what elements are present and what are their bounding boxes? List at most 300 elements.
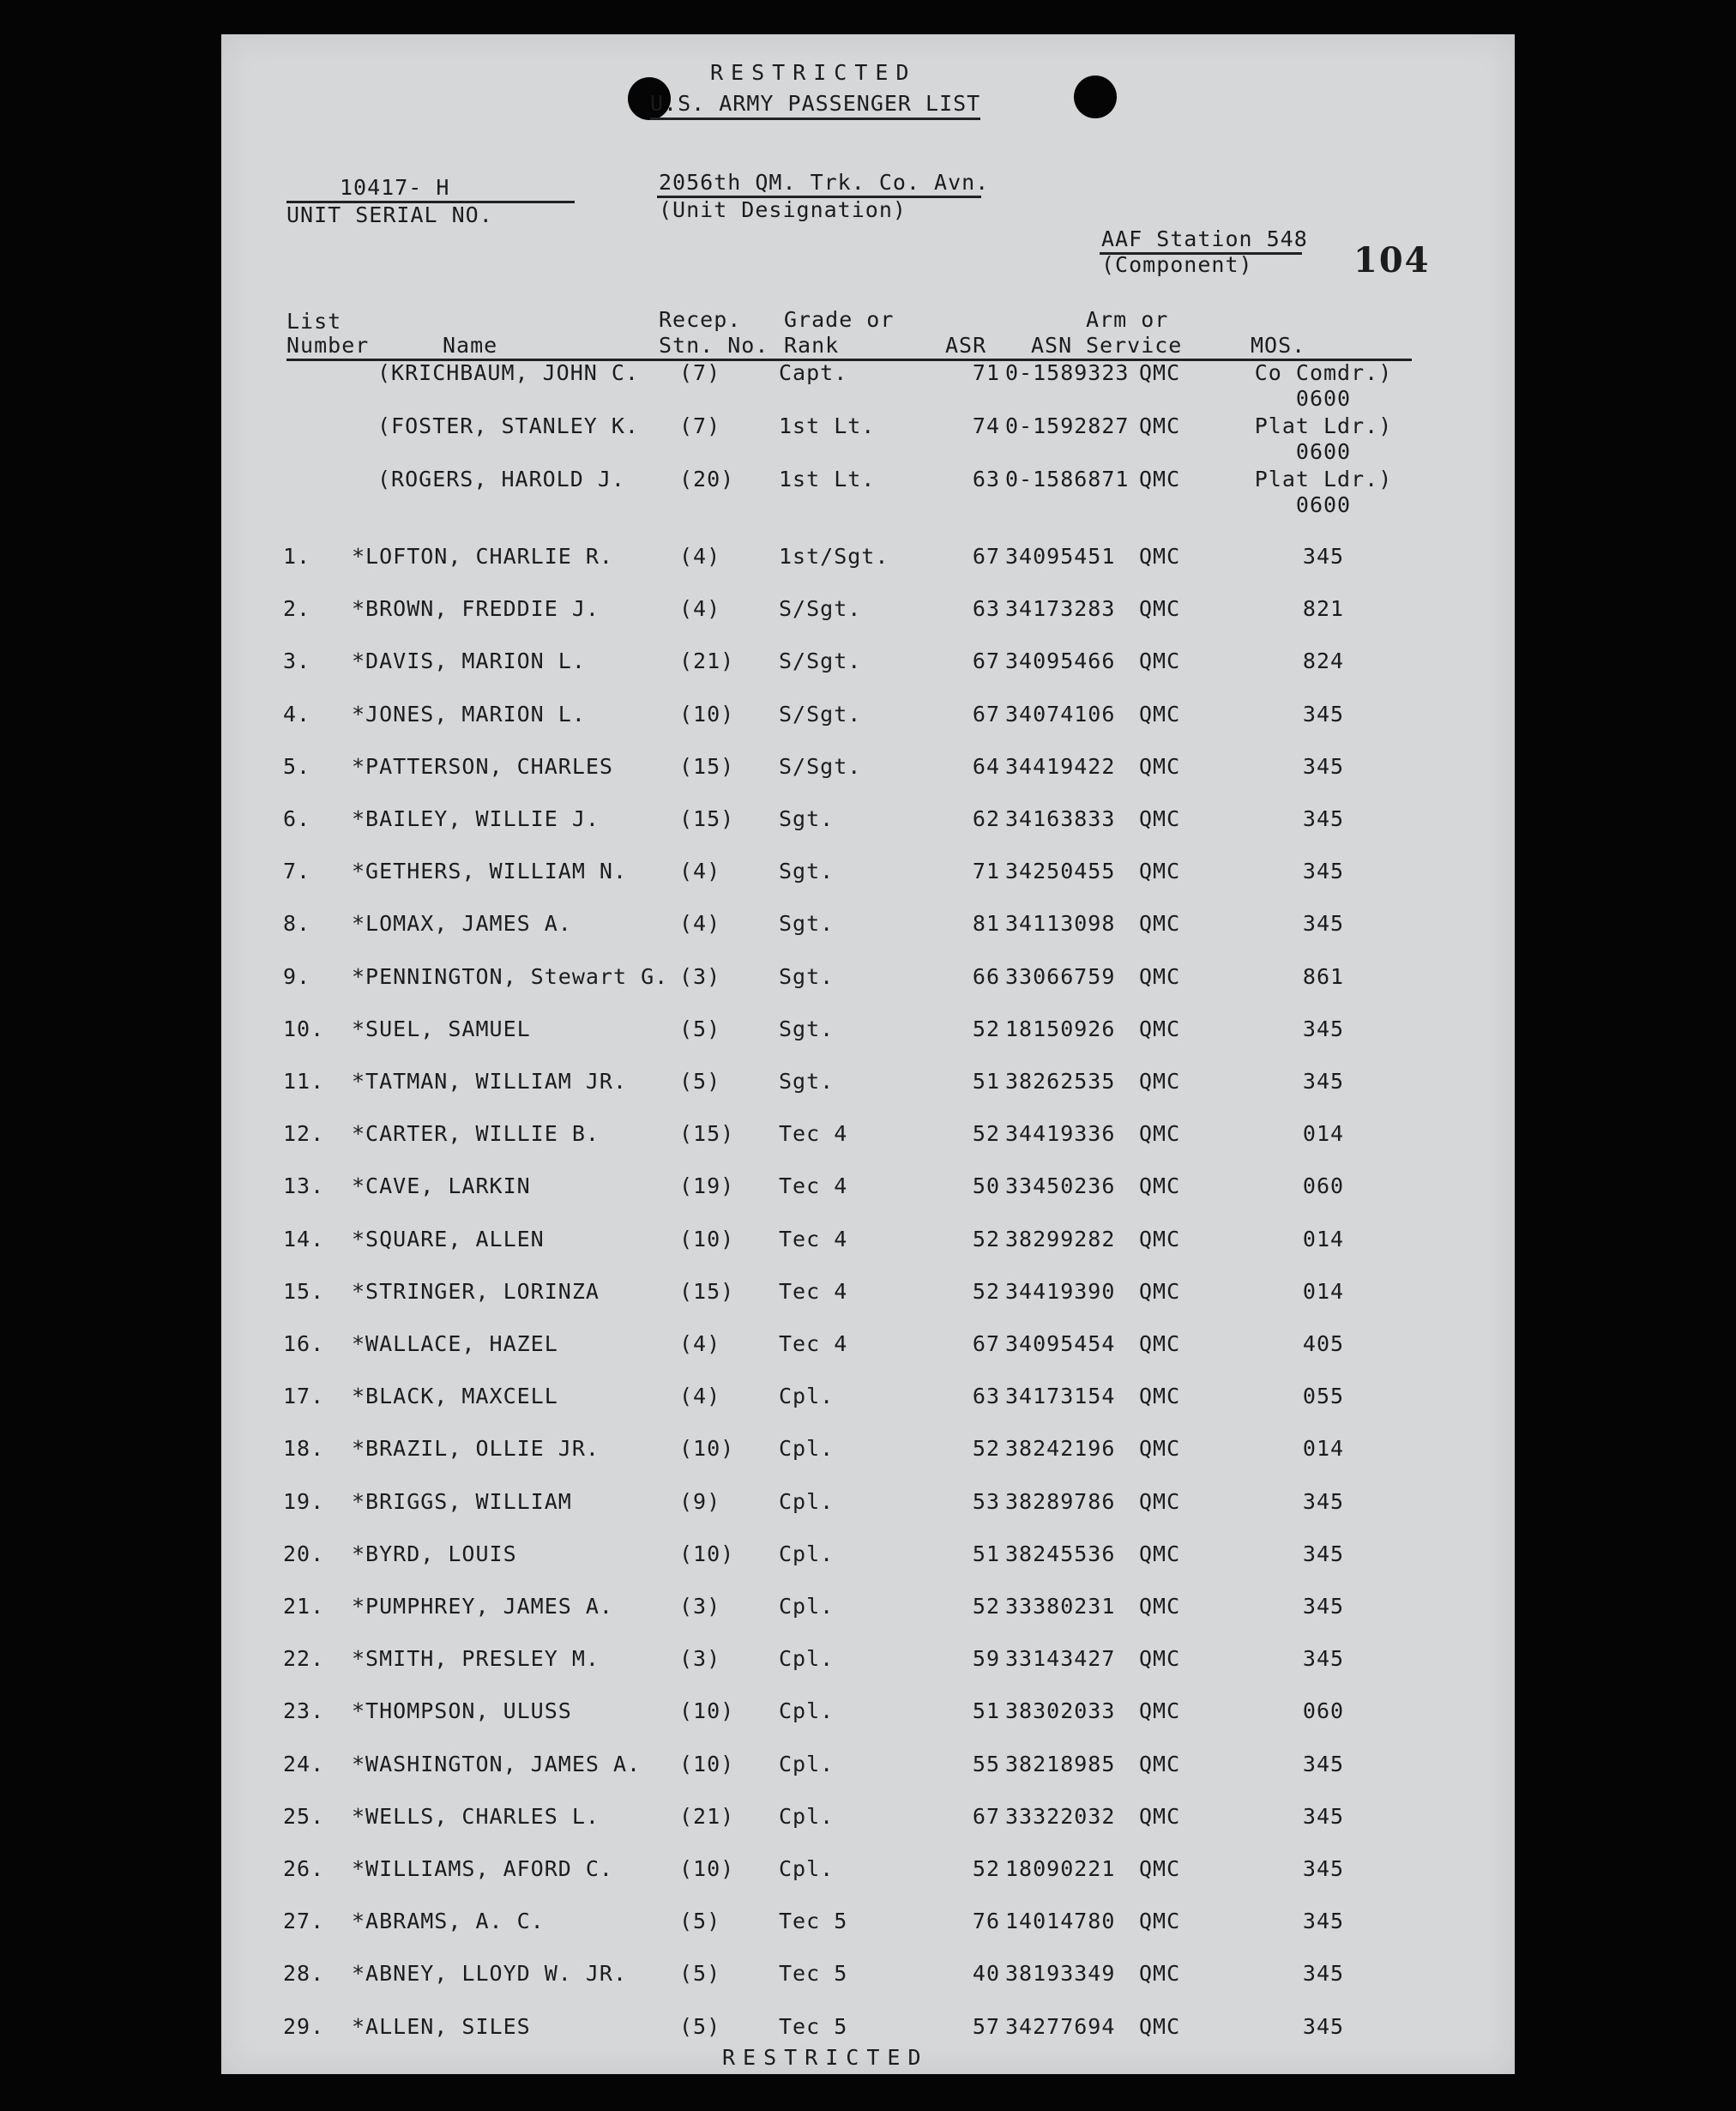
mos: 345 bbox=[1302, 1856, 1345, 1881]
col-list-number-1: List bbox=[286, 309, 342, 334]
list-number: 9. bbox=[283, 963, 311, 989]
grade: Cpl. bbox=[779, 1384, 835, 1409]
grade: Cpl. bbox=[779, 1541, 835, 1566]
asr: 64 bbox=[972, 753, 1000, 779]
asr: 71 bbox=[972, 360, 1000, 385]
list-number: 10. bbox=[283, 1016, 325, 1041]
document-title: U.S. ARMY PASSENGER LIST bbox=[650, 91, 980, 120]
mos: 824 bbox=[1302, 648, 1345, 674]
list-number: 23. bbox=[283, 1698, 325, 1724]
soldier-name: *BLACK, MAXCELL bbox=[352, 1384, 558, 1409]
asr: 52 bbox=[972, 1594, 1000, 1619]
soldier-name: *WASHINGTON, JAMES A. bbox=[352, 1751, 642, 1776]
asn: 18090221 bbox=[1005, 1856, 1116, 1881]
col-asn: ASN bbox=[1031, 333, 1073, 358]
enlisted-row bbox=[221, 1016, 1515, 1051]
list-number: 26. bbox=[283, 1856, 325, 1881]
asr: 53 bbox=[972, 1488, 1000, 1514]
arm-service: QMC bbox=[1139, 1751, 1181, 1776]
arm-service: QMC bbox=[1139, 1541, 1181, 1566]
col-recep-1: Recep. bbox=[659, 307, 742, 332]
asr: 76 bbox=[972, 1909, 1000, 1934]
arm-service: QMC bbox=[1139, 701, 1181, 727]
arm-service: QMC bbox=[1139, 1436, 1181, 1462]
mos: 405 bbox=[1302, 1331, 1345, 1356]
asn: 38242196 bbox=[1005, 1436, 1116, 1462]
grade: Cpl. bbox=[779, 1488, 835, 1514]
document-page bbox=[221, 34, 1515, 2074]
enlisted-row bbox=[221, 911, 1515, 945]
asr: 40 bbox=[972, 1961, 1000, 1987]
recep-station: (10) bbox=[679, 1541, 735, 1566]
officer-name: (FOSTER, STANLEY K. bbox=[377, 413, 639, 438]
recep-station: (5) bbox=[679, 1909, 721, 1934]
asr: 74 bbox=[972, 413, 1000, 438]
asr: 52 bbox=[972, 1278, 1000, 1304]
arm-service: QMC bbox=[1139, 467, 1181, 492]
asn: 0-1592827 bbox=[1005, 413, 1130, 438]
arm-service: QMC bbox=[1139, 1698, 1181, 1724]
component-value: AAF Station 548 bbox=[1101, 226, 1308, 251]
asn: 34113098 bbox=[1005, 911, 1116, 937]
mos: 014 bbox=[1302, 1121, 1345, 1147]
asr: 63 bbox=[972, 467, 1000, 492]
asr: 51 bbox=[972, 1541, 1000, 1566]
enlisted-row bbox=[221, 544, 1515, 578]
enlisted-row bbox=[221, 806, 1515, 841]
asr: 67 bbox=[972, 544, 1000, 569]
mos-code: 0600 bbox=[1295, 386, 1352, 411]
arm-service: QMC bbox=[1139, 1331, 1181, 1356]
asr: 52 bbox=[972, 1016, 1000, 1041]
enlisted-row bbox=[221, 1698, 1515, 1733]
arm-service: QMC bbox=[1139, 2013, 1181, 2039]
unit-serial-value: 10417- H bbox=[340, 175, 450, 200]
asn: 34419390 bbox=[1005, 1278, 1116, 1304]
enlisted-row bbox=[221, 2014, 1515, 2048]
list-number: 12. bbox=[283, 1121, 325, 1147]
arm-service: QMC bbox=[1139, 1594, 1181, 1619]
enlisted-row bbox=[221, 754, 1515, 788]
arm-service: QMC bbox=[1139, 859, 1181, 884]
asn: 38289786 bbox=[1005, 1488, 1116, 1514]
mos: 345 bbox=[1302, 1646, 1345, 1672]
list-number: 14. bbox=[283, 1226, 325, 1252]
recep-station: (4) bbox=[679, 544, 721, 569]
asn: 18150926 bbox=[1005, 1016, 1116, 1041]
mos: 345 bbox=[1302, 2013, 1345, 2039]
enlisted-row bbox=[221, 1227, 1515, 1261]
restricted-footer: RESTRICTED bbox=[722, 2045, 929, 2070]
recep-station: (4) bbox=[679, 859, 721, 884]
soldier-name: *JONES, MARION L. bbox=[352, 701, 586, 727]
mos: 345 bbox=[1302, 1488, 1345, 1514]
mos: 345 bbox=[1302, 1069, 1345, 1094]
enlisted-row bbox=[221, 1752, 1515, 1786]
asr: 51 bbox=[972, 1698, 1000, 1724]
enlisted-row bbox=[221, 648, 1515, 683]
enlisted-row bbox=[221, 1909, 1515, 1943]
recep-station: (21) bbox=[679, 1803, 735, 1829]
punch-hole-right bbox=[1074, 75, 1117, 118]
grade: 1st Lt. bbox=[779, 413, 876, 438]
arm-service: QMC bbox=[1139, 596, 1181, 622]
asr: 81 bbox=[972, 911, 1000, 937]
grade: S/Sgt. bbox=[779, 701, 862, 727]
asr: 67 bbox=[972, 648, 1000, 674]
mos: 345 bbox=[1302, 911, 1345, 937]
soldier-name: *BROWN, FREDDIE J. bbox=[352, 596, 600, 622]
list-number: 25. bbox=[283, 1803, 325, 1829]
grade: Cpl. bbox=[779, 1436, 835, 1462]
asr: 59 bbox=[972, 1646, 1000, 1672]
list-number: 17. bbox=[283, 1384, 325, 1409]
recep-station: (21) bbox=[679, 648, 735, 674]
mos: 014 bbox=[1302, 1436, 1345, 1462]
list-number: 21. bbox=[283, 1594, 325, 1619]
recep-station: (5) bbox=[679, 2013, 721, 2039]
asn: 34250455 bbox=[1005, 859, 1116, 884]
asr: 57 bbox=[972, 2013, 1000, 2039]
mos: 861 bbox=[1302, 963, 1345, 989]
enlisted-row bbox=[221, 1594, 1515, 1628]
soldier-name: *GETHERS, WILLIAM N. bbox=[352, 859, 628, 884]
recep-station: (15) bbox=[679, 753, 735, 779]
asn: 34095451 bbox=[1005, 544, 1116, 569]
soldier-name: *PATTERSON, CHARLES bbox=[352, 753, 613, 779]
recep-station: (7) bbox=[679, 413, 721, 438]
mos: 345 bbox=[1302, 701, 1345, 727]
asr: 52 bbox=[972, 1436, 1000, 1462]
recep-station: (10) bbox=[679, 701, 735, 727]
recep-station: (5) bbox=[679, 1069, 721, 1094]
arm-service: QMC bbox=[1139, 1121, 1181, 1147]
recep-station: (9) bbox=[679, 1488, 721, 1514]
enlisted-row bbox=[221, 1646, 1515, 1680]
list-number: 1. bbox=[283, 544, 311, 569]
grade: Tec 4 bbox=[779, 1173, 848, 1199]
asn: 38299282 bbox=[1005, 1226, 1116, 1252]
asr: 67 bbox=[972, 1331, 1000, 1356]
enlisted-row bbox=[221, 1961, 1515, 1995]
officer-name: (ROGERS, HAROLD J. bbox=[377, 467, 625, 492]
asn: 38262535 bbox=[1005, 1069, 1116, 1094]
arm-service: QMC bbox=[1139, 1278, 1181, 1304]
enlisted-row bbox=[221, 596, 1515, 630]
soldier-name: *SUEL, SAMUEL bbox=[352, 1016, 531, 1041]
mos: 345 bbox=[1302, 1016, 1345, 1041]
recep-station: (5) bbox=[679, 1016, 721, 1041]
enlisted-row bbox=[221, 1804, 1515, 1838]
soldier-name: *PENNINGTON, Stewart G. bbox=[352, 963, 669, 989]
arm-service: QMC bbox=[1139, 1961, 1181, 1987]
enlisted-row bbox=[221, 1173, 1515, 1208]
recep-station: (4) bbox=[679, 1384, 721, 1409]
mos: 060 bbox=[1302, 1173, 1345, 1199]
asr: 51 bbox=[972, 1069, 1000, 1094]
restricted-header: RESTRICTED bbox=[710, 60, 917, 85]
asr: 67 bbox=[972, 1803, 1000, 1829]
list-number: 13. bbox=[283, 1173, 325, 1199]
grade: Cpl. bbox=[779, 1594, 835, 1619]
enlisted-row bbox=[221, 1541, 1515, 1576]
arm-service: QMC bbox=[1139, 360, 1181, 385]
mos: 345 bbox=[1302, 544, 1345, 569]
grade: Cpl. bbox=[779, 1856, 835, 1881]
asn: 34173283 bbox=[1005, 596, 1116, 622]
soldier-name: *TATMAN, WILLIAM JR. bbox=[352, 1069, 628, 1094]
soldier-name: *LOFTON, CHARLIE R. bbox=[352, 544, 613, 569]
list-number: 27. bbox=[283, 1909, 325, 1934]
asn: 33066759 bbox=[1005, 963, 1116, 989]
mos: 014 bbox=[1302, 1226, 1345, 1252]
list-number: 2. bbox=[283, 596, 311, 622]
list-number: 24. bbox=[283, 1751, 325, 1776]
asr: 63 bbox=[972, 1384, 1000, 1409]
soldier-name: *BRAZIL, OLLIE JR. bbox=[352, 1436, 600, 1462]
grade: Cpl. bbox=[779, 1751, 835, 1776]
soldier-name: *DAVIS, MARION L. bbox=[352, 648, 586, 674]
mos: 821 bbox=[1302, 596, 1345, 622]
arm-service: QMC bbox=[1139, 1069, 1181, 1094]
col-name: Name bbox=[443, 333, 498, 358]
col-grade-2: Rank bbox=[784, 333, 840, 358]
col-mos: MOS. bbox=[1251, 333, 1306, 358]
recep-station: (15) bbox=[679, 1121, 735, 1147]
list-number: 18. bbox=[283, 1436, 325, 1462]
mos: 014 bbox=[1302, 1278, 1345, 1304]
unit-serial-label: UNIT SERIAL NO. bbox=[286, 202, 493, 227]
mos: 060 bbox=[1302, 1698, 1345, 1724]
list-number: 19. bbox=[283, 1488, 325, 1514]
mos-code: 0600 bbox=[1295, 492, 1352, 517]
recep-station: (3) bbox=[679, 1646, 721, 1672]
mos: 345 bbox=[1302, 1803, 1345, 1829]
asn: 38193349 bbox=[1005, 1961, 1116, 1987]
unit-designation-label: (Unit Designation) bbox=[659, 197, 907, 222]
col-list-number-2: Number bbox=[286, 333, 370, 358]
grade: Tec 4 bbox=[779, 1278, 848, 1304]
asr: 52 bbox=[972, 1226, 1000, 1252]
arm-service: QMC bbox=[1139, 413, 1181, 438]
recep-station: (7) bbox=[679, 360, 721, 385]
recep-station: (4) bbox=[679, 911, 721, 937]
asn: 33322032 bbox=[1005, 1803, 1116, 1829]
recep-station: (15) bbox=[679, 806, 735, 831]
grade: Cpl. bbox=[779, 1646, 835, 1672]
arm-service: QMC bbox=[1139, 1909, 1181, 1934]
grade: Cpl. bbox=[779, 1803, 835, 1829]
list-number: 4. bbox=[283, 701, 311, 727]
grade: Sgt. bbox=[779, 1069, 835, 1094]
soldier-name: *ALLEN, SILES bbox=[352, 2013, 531, 2039]
enlisted-row bbox=[221, 1436, 1515, 1470]
soldier-name: *WELLS, CHARLES L. bbox=[352, 1803, 600, 1829]
asn: 33450236 bbox=[1005, 1173, 1116, 1199]
mos-title: Plat Ldr.) bbox=[1254, 413, 1393, 438]
col-grade-1: Grade or bbox=[784, 307, 895, 332]
col-arm-2: Service bbox=[1086, 333, 1183, 358]
asr: 52 bbox=[972, 1856, 1000, 1881]
asn: 34277694 bbox=[1005, 2013, 1116, 2039]
arm-service: QMC bbox=[1139, 1803, 1181, 1829]
arm-service: QMC bbox=[1139, 806, 1181, 831]
grade: Tec 4 bbox=[779, 1226, 848, 1252]
recep-station: (4) bbox=[679, 1331, 721, 1356]
soldier-name: *PUMPHREY, JAMES A. bbox=[352, 1594, 613, 1619]
arm-service: QMC bbox=[1139, 544, 1181, 569]
list-number: 11. bbox=[283, 1069, 325, 1094]
asr: 55 bbox=[972, 1751, 1000, 1776]
soldier-name: *CARTER, WILLIE B. bbox=[352, 1121, 600, 1147]
grade: Cpl. bbox=[779, 1698, 835, 1724]
grade: Sgt. bbox=[779, 859, 835, 884]
grade: Sgt. bbox=[779, 1016, 835, 1041]
mos-title: Co Comdr.) bbox=[1254, 360, 1393, 385]
arm-service: QMC bbox=[1139, 1856, 1181, 1881]
arm-service: QMC bbox=[1139, 963, 1181, 989]
soldier-name: *WALLACE, HAZEL bbox=[352, 1331, 558, 1356]
grade: 1st Lt. bbox=[779, 467, 876, 492]
recep-station: (19) bbox=[679, 1173, 735, 1199]
col-recep-2: Stn. No. bbox=[659, 333, 769, 358]
list-number: 29. bbox=[283, 2013, 325, 2039]
mos: 345 bbox=[1302, 1594, 1345, 1619]
mos: 345 bbox=[1302, 859, 1345, 884]
arm-service: QMC bbox=[1139, 648, 1181, 674]
recep-station: (10) bbox=[679, 1856, 735, 1881]
recep-station: (10) bbox=[679, 1751, 735, 1776]
asn: 0-1586871 bbox=[1005, 467, 1130, 492]
unit-designation-value: 2056th QM. Trk. Co. Avn. bbox=[659, 170, 990, 195]
arm-service: QMC bbox=[1139, 1173, 1181, 1199]
mos: 345 bbox=[1302, 806, 1345, 831]
mos-code: 0600 bbox=[1295, 439, 1352, 464]
arm-service: QMC bbox=[1139, 1226, 1181, 1252]
mos: 055 bbox=[1302, 1384, 1345, 1409]
soldier-name: *CAVE, LARKIN bbox=[352, 1173, 531, 1199]
asn: 34074106 bbox=[1005, 701, 1116, 727]
enlisted-row bbox=[221, 1489, 1515, 1523]
asn: 34163833 bbox=[1005, 806, 1116, 831]
soldier-name: *SMITH, PRESLEY M. bbox=[352, 1646, 600, 1672]
recep-station: (4) bbox=[679, 596, 721, 622]
recep-station: (3) bbox=[679, 1594, 721, 1619]
mos: 345 bbox=[1302, 1541, 1345, 1566]
recep-station: (10) bbox=[679, 1698, 735, 1724]
grade: Tec 5 bbox=[779, 1909, 848, 1934]
officer-name: (KRICHBAUM, JOHN C. bbox=[377, 360, 639, 385]
arm-service: QMC bbox=[1139, 1488, 1181, 1514]
list-number: 5. bbox=[283, 753, 311, 779]
grade: Sgt. bbox=[779, 806, 835, 831]
grade: Sgt. bbox=[779, 911, 835, 937]
officer-row bbox=[221, 413, 1515, 467]
soldier-name: *BYRD, LOUIS bbox=[352, 1541, 517, 1566]
soldier-name: *BAILEY, WILLIE J. bbox=[352, 806, 600, 831]
list-number: 3. bbox=[283, 648, 311, 674]
officer-row bbox=[221, 467, 1515, 520]
grade: S/Sgt. bbox=[779, 648, 862, 674]
recep-station: (3) bbox=[679, 963, 721, 989]
list-number: 16. bbox=[283, 1331, 325, 1356]
asn: 14014780 bbox=[1005, 1909, 1116, 1934]
officer-row bbox=[221, 360, 1515, 413]
grade: Tec 5 bbox=[779, 2013, 848, 2039]
grade: Sgt. bbox=[779, 963, 835, 989]
list-number: 22. bbox=[283, 1646, 325, 1672]
mos-title: Plat Ldr.) bbox=[1254, 467, 1393, 492]
list-number: 8. bbox=[283, 911, 311, 937]
enlisted-row bbox=[221, 702, 1515, 736]
soldier-name: *ABRAMS, A. C. bbox=[352, 1909, 545, 1934]
mos: 345 bbox=[1302, 1751, 1345, 1776]
asn: 38302033 bbox=[1005, 1698, 1116, 1724]
asn: 33380231 bbox=[1005, 1594, 1116, 1619]
asr: 52 bbox=[972, 1121, 1000, 1147]
list-number: 15. bbox=[283, 1278, 325, 1304]
grade: Tec 4 bbox=[779, 1121, 848, 1147]
asn: 34173154 bbox=[1005, 1384, 1116, 1409]
page-number: 104 bbox=[1353, 240, 1431, 280]
soldier-name: *THOMPSON, ULUSS bbox=[352, 1698, 572, 1724]
grade: S/Sgt. bbox=[779, 596, 862, 622]
soldier-name: *SQUARE, ALLEN bbox=[352, 1226, 545, 1252]
recep-station: (20) bbox=[679, 467, 735, 492]
recep-station: (5) bbox=[679, 1961, 721, 1987]
asr: 66 bbox=[972, 963, 1000, 989]
arm-service: QMC bbox=[1139, 911, 1181, 937]
enlisted-row bbox=[221, 859, 1515, 893]
asn: 34095466 bbox=[1005, 648, 1116, 674]
col-arm-1: Arm or bbox=[1086, 307, 1169, 332]
asn: 33143427 bbox=[1005, 1646, 1116, 1672]
arm-service: QMC bbox=[1139, 1384, 1181, 1409]
asr: 71 bbox=[972, 859, 1000, 884]
grade: Tec 5 bbox=[779, 1961, 848, 1987]
arm-service: QMC bbox=[1139, 1016, 1181, 1041]
arm-service: QMC bbox=[1139, 753, 1181, 779]
list-number: 7. bbox=[283, 859, 311, 884]
enlisted-row bbox=[221, 1856, 1515, 1891]
enlisted-row bbox=[221, 1069, 1515, 1103]
list-number: 28. bbox=[283, 1961, 325, 1987]
component-label: (Component) bbox=[1101, 252, 1253, 277]
soldier-name: *BRIGGS, WILLIAM bbox=[352, 1488, 572, 1514]
asr: 50 bbox=[972, 1173, 1000, 1199]
enlisted-row bbox=[221, 964, 1515, 998]
soldier-name: *STRINGER, LORINZA bbox=[352, 1278, 600, 1304]
arm-service: QMC bbox=[1139, 1646, 1181, 1672]
mos: 345 bbox=[1302, 753, 1345, 779]
asn: 0-1589323 bbox=[1005, 360, 1130, 385]
asr: 62 bbox=[972, 806, 1000, 831]
enlisted-row bbox=[221, 1384, 1515, 1418]
asn: 34095454 bbox=[1005, 1331, 1116, 1356]
list-number: 6. bbox=[283, 806, 311, 831]
asn: 34419336 bbox=[1005, 1121, 1116, 1147]
enlisted-row bbox=[221, 1121, 1515, 1155]
list-number: 20. bbox=[283, 1541, 325, 1566]
mos: 345 bbox=[1302, 1961, 1345, 1987]
soldier-name: *ABNEY, LLOYD W. JR. bbox=[352, 1961, 628, 1987]
grade: Capt. bbox=[779, 360, 848, 385]
mos: 345 bbox=[1302, 1909, 1345, 1934]
grade: 1st/Sgt. bbox=[779, 544, 889, 569]
asr: 67 bbox=[972, 701, 1000, 727]
grade: Tec 4 bbox=[779, 1331, 848, 1356]
grade: S/Sgt. bbox=[779, 753, 862, 779]
